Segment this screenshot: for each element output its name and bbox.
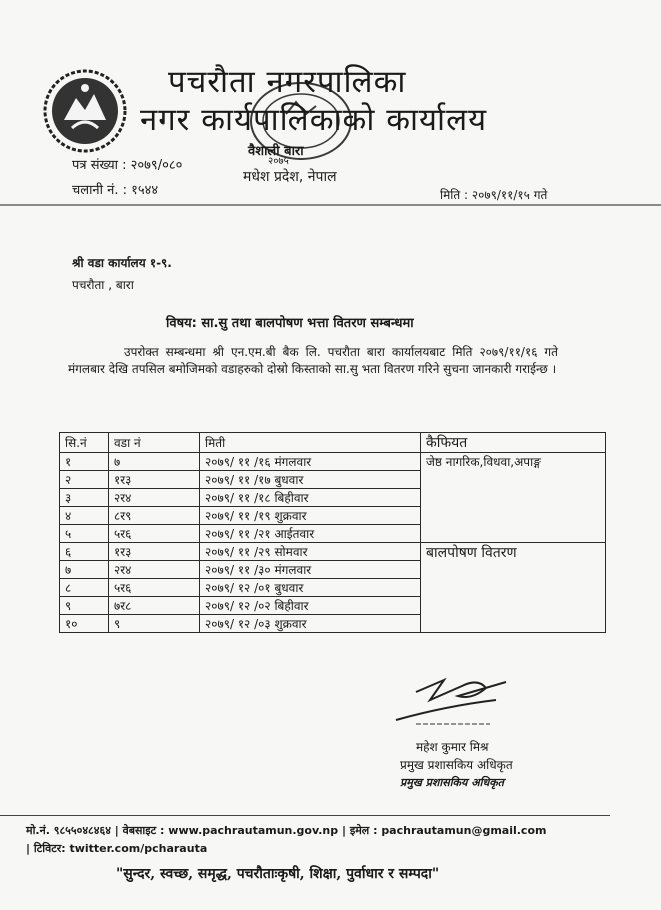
table-header-row	[60, 433, 606, 453]
footer-slogan: "सुन्दर, स्वच्छ, समृद्ध, पचरौताःकृषी, शिक्षा, पुर्वाधार र सम्पदा"	[116, 866, 440, 882]
col-header-date: मिती	[200, 433, 421, 453]
footer-contact: मो.नं. ९८५५०४८४६४ | वेबसाइट : www.pachrautamun.gov.np | इमेल : pachrautamun@gmail.com	[26, 824, 547, 837]
cell-date: २०७९/ ११ /१९ शुक्रवार	[200, 507, 421, 525]
cell-ward: ९	[109, 615, 200, 633]
signatory-stamp: प्रमुख प्रशासकिय अधिकृत	[400, 776, 504, 789]
cell-sn: ३	[60, 489, 109, 507]
body-paragraph	[68, 344, 558, 378]
letter-number-value: २०७९/०८०	[130, 158, 183, 173]
letter-number-label: पत्र संख्या :	[72, 158, 127, 173]
cell-sn: ६	[60, 543, 109, 561]
col-header-remarks: कैफियत	[421, 433, 606, 453]
cell-sn: १०	[60, 615, 109, 633]
subject-line: विषय: सा.सु तथा बालपोषण भत्ता वितरण सम्बन्धमा	[166, 316, 414, 331]
municipality-name: पचरौता नगरपालिका	[168, 64, 407, 100]
header-divider	[0, 204, 661, 206]
cell-ward: ७	[109, 453, 200, 471]
cell-sn: ४	[60, 507, 109, 525]
letter-number	[72, 155, 182, 173]
cell-sn: ५	[60, 525, 109, 543]
cell-date: २०७९/ ११ /३० मंगलवार	[200, 561, 421, 579]
recipient-line-1: श्री वडा कार्यालय १-९.	[72, 256, 172, 270]
cell-ward: १र३	[109, 471, 200, 489]
letter-date: मिति : २०७९/११/१५ गते	[440, 188, 548, 202]
cell-date: २०७९/ १२ /०३ शुक्रवार	[200, 615, 421, 633]
cell-date: २०७९/ ११ /१६ मंगलवार	[200, 453, 421, 471]
cell-ward: १र३	[109, 543, 200, 561]
stamp-text: वैशाली बारा	[248, 144, 304, 159]
cell-date: २०७९/ ११ /१७ बुधवार	[200, 471, 421, 489]
cell-date: २०७९/ १२ /०२ बिहीवार	[200, 597, 421, 615]
dispatch-number-value: १५४४	[131, 183, 159, 198]
cell-date: २०७९/ ११ /२१ आईतवार	[200, 525, 421, 543]
cell-date: २०७९/ ११ /१८ बिहीवार	[200, 489, 421, 507]
cell-date: २०७९/ ११ /२९ सोमवार	[200, 543, 421, 561]
signatory-name: महेश कुमार मिश्र	[416, 740, 489, 754]
office-name: नगर कार्यपालिकाको कार्यालय	[140, 102, 488, 138]
stamp-year: २०७५	[268, 156, 289, 167]
cell-sn: १	[60, 453, 109, 471]
cell-ward: ५र६	[109, 525, 200, 543]
body-text: उपरोक्त सम्बन्धमा श्री एन.एम.बी बैक लि. पचरौता बारा कार्यालयबाट मिति २०७९/११/१६ गते मंगलबार देखि तपसिल बमोजिमको वडाहरुको दोस्रो किस्ताको सा.सु भता वितरण गरिने सुचना जानकारी गराईन्छ ।	[68, 345, 558, 376]
recipient-line-2: पचरौता , बारा	[72, 278, 134, 292]
cell-ward: २र४	[109, 561, 200, 579]
cell-ward: ७र८	[109, 597, 200, 615]
footer-twitter: | टिविटर: twitter.com/pcharauta	[26, 842, 208, 855]
cell-sn: ८	[60, 579, 109, 597]
col-header-ward: वडा नं	[109, 433, 200, 453]
cell-ward: २र४	[109, 489, 200, 507]
handwritten-signature	[386, 670, 546, 728]
cell-sn: ७	[60, 561, 109, 579]
government-emblem-icon	[42, 68, 128, 154]
table-row	[60, 453, 606, 471]
cell-ward: ५र६	[109, 579, 200, 597]
footer-divider	[0, 815, 610, 816]
cell-sn: ९	[60, 597, 109, 615]
col-header-sn: सि.नं	[60, 433, 109, 453]
cell-sn: २	[60, 471, 109, 489]
distribution-schedule-table	[59, 432, 606, 633]
dispatch-number-label: चलानी नं. :	[72, 183, 128, 198]
province: मधेश प्रदेश, नेपाल	[243, 169, 337, 185]
table-row	[60, 543, 606, 561]
signatory-title: प्रमुख प्रशासकिय अधिकृत	[400, 758, 513, 772]
cell-date: २०७९/ १२ /०१ बुधवार	[200, 579, 421, 597]
cell-remark-group-1: जेष्ठ नागरिक,विधवा,अपाङ्ग	[421, 453, 606, 543]
dispatch-number	[72, 180, 158, 198]
cell-ward: ८र९	[109, 507, 200, 525]
cell-remark-group-2: बालपोषण वितरण	[421, 543, 606, 633]
